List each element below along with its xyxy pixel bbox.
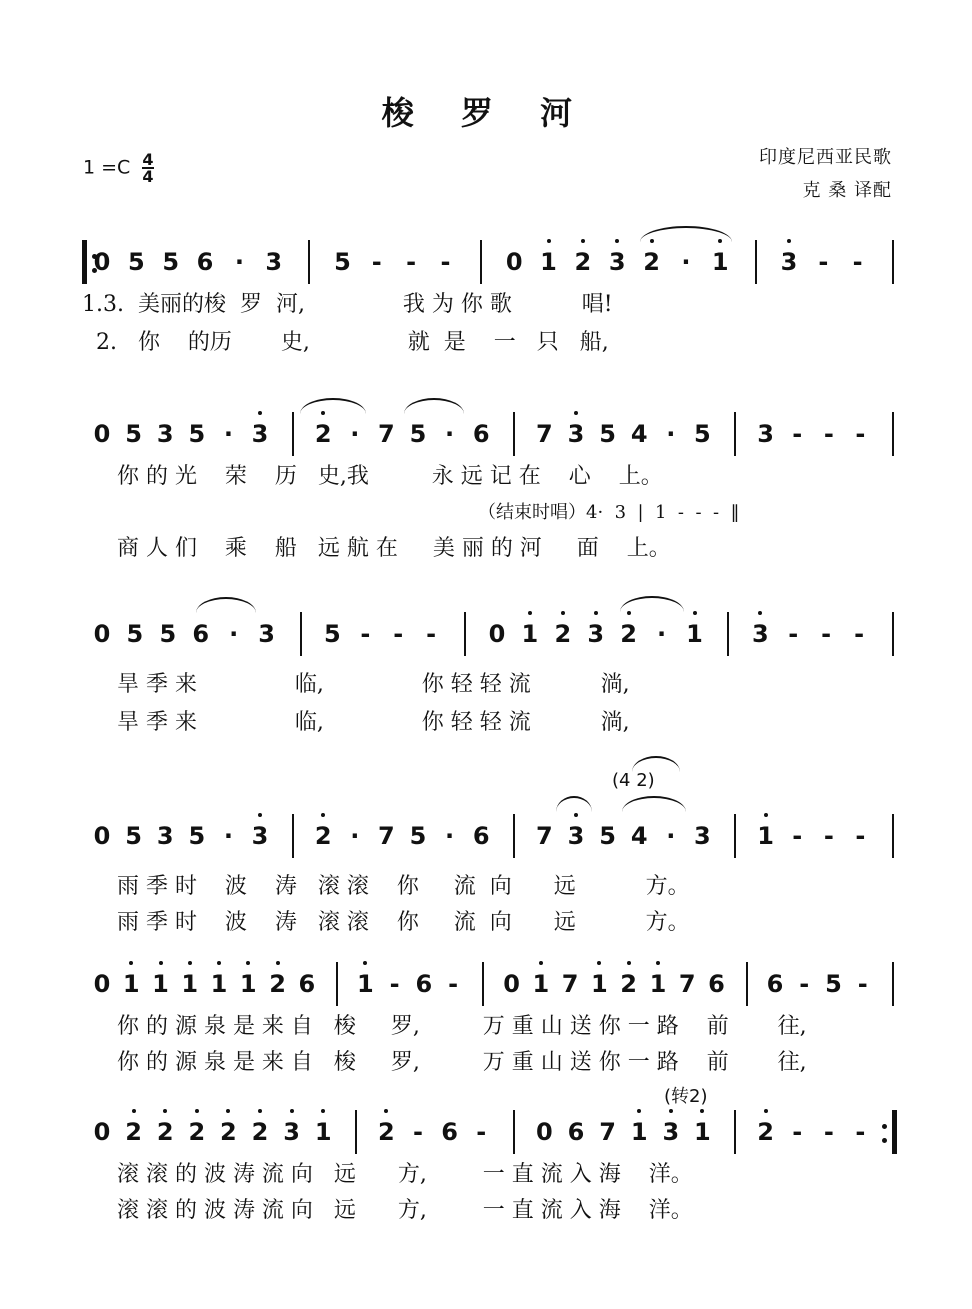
barline	[734, 1110, 736, 1154]
meter-bottom: 4	[142, 167, 154, 186]
note: 1	[353, 970, 377, 998]
note: 6	[472, 420, 490, 448]
barline	[892, 962, 894, 1006]
note: 3	[156, 420, 174, 448]
translator-credit: 克 桑 译配	[802, 180, 892, 201]
note: 1	[149, 970, 173, 998]
dash-note: -	[852, 248, 863, 276]
octave-dot	[574, 813, 578, 817]
slur	[640, 226, 732, 242]
note: 7	[536, 420, 553, 448]
slur	[620, 596, 684, 612]
octave-dot	[195, 1109, 199, 1113]
lyric-line: 旱 季 来 临, 你 轻 轻 流 淌,	[82, 672, 630, 697]
barline	[755, 240, 757, 284]
slur	[556, 796, 592, 812]
octave-dot	[787, 239, 791, 243]
octave-dot	[693, 611, 697, 615]
dash-note: -	[854, 620, 865, 648]
dot-note: ·	[234, 248, 244, 276]
note: 4	[630, 420, 648, 448]
octave-dot	[290, 1109, 294, 1113]
barline	[892, 814, 894, 858]
repeat-dot	[882, 1138, 887, 1143]
note: 2	[185, 1118, 209, 1146]
song-title: 梭 罗 河	[381, 94, 591, 132]
dash-note: -	[823, 420, 834, 448]
barline	[892, 612, 894, 656]
note: 5	[599, 420, 616, 448]
dash-note: -	[792, 822, 803, 850]
octave-dot	[132, 1109, 136, 1113]
note: 3	[258, 620, 275, 648]
note: 2	[617, 620, 641, 648]
note: 5	[334, 248, 351, 276]
note: 1	[236, 970, 260, 998]
note: 6	[567, 1118, 585, 1146]
barline	[292, 412, 294, 456]
octave-dot	[363, 961, 367, 965]
note: 3	[564, 822, 588, 850]
octave-dot	[615, 239, 619, 243]
note: 1	[529, 970, 553, 998]
note: 2	[551, 620, 575, 648]
note: 5	[127, 248, 145, 276]
barline	[513, 1110, 515, 1154]
octave-dot	[258, 1109, 262, 1113]
octave-dot	[561, 611, 565, 615]
note: 2	[153, 1118, 177, 1146]
lyric-line: 商 人 们 乘 船 远 航 在 美 丽 的 河 面 上。	[82, 536, 671, 561]
octave-dot	[764, 813, 768, 817]
dot-note: ·	[657, 620, 667, 648]
dash-note: -	[393, 620, 404, 648]
note: 3	[777, 248, 801, 276]
octave-dot	[597, 961, 601, 965]
note: 2	[311, 822, 335, 850]
dash-note: -	[855, 1118, 866, 1146]
dash-note: -	[448, 970, 459, 998]
note: 5	[159, 620, 177, 648]
dash-note: -	[426, 620, 437, 648]
octave-dot	[528, 611, 532, 615]
note: 5	[188, 822, 206, 850]
barline	[464, 612, 466, 656]
note: 3	[564, 420, 588, 448]
octave-dot	[539, 961, 543, 965]
alternate-notes: (4 2)	[612, 770, 655, 791]
note: 2	[311, 420, 335, 448]
note: 5	[125, 822, 142, 850]
barline	[292, 814, 294, 858]
barline	[513, 412, 515, 456]
note: 6	[441, 1118, 458, 1146]
note: 3	[156, 822, 174, 850]
note: 7	[561, 970, 579, 998]
note: 0	[503, 970, 520, 998]
note: 1	[178, 970, 202, 998]
dash-note: -	[818, 248, 829, 276]
barline	[734, 412, 736, 456]
octave-dot	[163, 1109, 167, 1113]
note: 1	[537, 248, 561, 276]
note: 0	[93, 620, 111, 648]
barline	[480, 240, 482, 284]
octave-dot	[581, 239, 585, 243]
octave-dot	[159, 961, 163, 965]
octave-dot	[637, 1109, 641, 1113]
dash-note: -	[823, 822, 834, 850]
lyric-line: 1.3. 美丽的梭 罗 河, 我 为 你 歌 唱!	[82, 292, 613, 317]
note: 1	[754, 822, 778, 850]
note: 7	[678, 970, 696, 998]
score-row	[0, 620, 972, 735]
note: 2	[374, 1118, 398, 1146]
note: 0	[93, 1118, 111, 1146]
barline	[355, 1110, 357, 1154]
key-label: 1 =C	[83, 156, 131, 179]
dash-note: -	[389, 970, 400, 998]
octave-dot	[764, 1109, 768, 1113]
note: 3	[584, 620, 608, 648]
score-row	[0, 770, 972, 935]
octave-dot	[574, 411, 578, 415]
ending-passage: （结束时唱）4· 3 | 1 - - - ‖	[478, 502, 740, 523]
note: 5	[409, 822, 427, 850]
octave-dot	[547, 239, 551, 243]
dash-note: -	[855, 822, 866, 850]
key-signature	[83, 152, 154, 184]
dot-note: ·	[223, 822, 233, 850]
barline	[336, 962, 338, 1006]
dash-note: -	[413, 1118, 423, 1146]
note: 2	[571, 248, 595, 276]
note: 2	[640, 248, 664, 276]
note: 3	[748, 620, 772, 648]
barline	[746, 962, 748, 1006]
meter-top: 4	[142, 150, 154, 169]
octave-dot	[594, 611, 598, 615]
octave-dot	[656, 961, 660, 965]
note: 5	[825, 970, 842, 998]
alternate-notes: (转2)	[664, 1086, 708, 1107]
note: 3	[265, 248, 283, 276]
barline	[513, 814, 515, 858]
octave-dot	[258, 813, 262, 817]
note: 0	[93, 970, 111, 998]
note: 3	[659, 1118, 683, 1146]
dot-note: ·	[445, 822, 455, 850]
barline	[892, 240, 894, 284]
octave-dot	[276, 961, 280, 965]
note: 1	[207, 970, 231, 998]
lyric-line: 滚 滚 的 波 涛 流 向 远 方, 一 直 流 入 海 洋。	[82, 1162, 693, 1187]
note: 1	[683, 620, 707, 648]
lyric-line: 2. 你 的历 史, 就 是 一 只 船,	[82, 330, 609, 355]
note: 0	[93, 248, 111, 276]
dot-note: ·	[350, 822, 360, 850]
score-row	[0, 420, 972, 561]
slur	[404, 398, 464, 414]
dot-note: ·	[681, 248, 691, 276]
lyric-line: 雨 季 时 波 涛 滚 滚 你 流 向 远 方。	[82, 874, 690, 899]
dot-note: ·	[445, 420, 455, 448]
dash-note: -	[857, 970, 868, 998]
note: 6	[415, 970, 433, 998]
note: 0	[488, 620, 506, 648]
slur	[622, 796, 686, 812]
note: 3	[248, 822, 272, 850]
note: 1	[518, 620, 542, 648]
note: 5	[599, 822, 616, 850]
score-row	[0, 1086, 972, 1223]
score-row	[0, 970, 972, 1075]
note: 3	[280, 1118, 304, 1146]
lyric-line: 你 的 源 泉 是 来 自 梭 罗, 万 重 山 送 你 一 路 前 往,	[82, 1050, 807, 1075]
octave-dot	[700, 1109, 704, 1113]
repeat-start-barline	[82, 240, 87, 284]
octave-dot	[188, 961, 192, 965]
note: 6	[472, 822, 490, 850]
note: 0	[93, 822, 111, 850]
octave-dot	[258, 411, 262, 415]
note: 5	[324, 620, 341, 648]
note: 2	[617, 970, 641, 998]
dot-note: ·	[223, 420, 233, 448]
dash-note: -	[821, 620, 832, 648]
octave-dot	[246, 961, 250, 965]
dash-note: -	[371, 248, 382, 276]
dash-note: -	[823, 1118, 834, 1146]
note: 1	[311, 1118, 335, 1146]
dash-note: -	[476, 1118, 487, 1146]
note: 1	[587, 970, 611, 998]
note: 0	[93, 420, 111, 448]
lyric-line: 雨 季 时 波 涛 滚 滚 你 流 向 远 方。	[82, 910, 690, 935]
note: 5	[409, 420, 427, 448]
note: 3	[605, 248, 629, 276]
octave-dot	[226, 1109, 230, 1113]
note: 5	[694, 420, 711, 448]
note: 5	[125, 420, 142, 448]
dash-note: -	[406, 248, 417, 276]
octave-dot	[384, 1109, 388, 1113]
dash-note: -	[440, 248, 451, 276]
note: 7	[378, 822, 395, 850]
note: 5	[162, 248, 180, 276]
slur	[300, 398, 366, 414]
note: 6	[708, 970, 725, 998]
barline	[727, 612, 729, 656]
dot-note: ·	[666, 420, 676, 448]
note: 7	[599, 1118, 616, 1146]
note: 5	[126, 620, 144, 648]
note: 1	[119, 970, 143, 998]
note: 0	[505, 248, 523, 276]
dot-note: ·	[229, 620, 239, 648]
note: 0	[536, 1118, 553, 1146]
repeat-dot	[882, 1124, 887, 1129]
barline	[308, 240, 310, 284]
barline	[734, 814, 736, 858]
time-signature	[142, 152, 153, 184]
repeat-end-barline	[892, 1110, 897, 1154]
octave-dot	[129, 961, 133, 965]
slur	[632, 756, 680, 772]
note: 1	[627, 1118, 651, 1146]
note: 2	[122, 1118, 146, 1146]
note: 6	[192, 620, 210, 648]
octave-dot	[321, 1109, 325, 1113]
octave-dot	[217, 961, 221, 965]
dash-note: -	[788, 620, 799, 648]
octave-dot	[321, 813, 325, 817]
lyric-line: 你 的 光 荣 历 史,我 永 远 记 在 心 上。	[82, 464, 663, 489]
note: 4	[630, 822, 648, 850]
note: 1	[646, 970, 670, 998]
score-row	[0, 248, 972, 355]
note: 6	[298, 970, 316, 998]
barline	[300, 612, 302, 656]
note: 2	[216, 1118, 240, 1146]
dash-note: -	[792, 420, 803, 448]
note: 2	[248, 1118, 272, 1146]
note: 3	[757, 420, 774, 448]
dash-note: -	[792, 1118, 803, 1146]
barline	[892, 412, 894, 456]
note: 6	[196, 248, 214, 276]
origin-credit: 印度尼西亚民歌	[759, 147, 892, 168]
lyric-line: 旱 季 来 临, 你 轻 轻 流 淌,	[82, 710, 630, 735]
octave-dot	[758, 611, 762, 615]
lyric-line: 你 的 源 泉 是 来 自 梭 罗, 万 重 山 送 你 一 路 前 往,	[82, 1014, 807, 1039]
note: 2	[266, 970, 290, 998]
octave-dot	[669, 1109, 673, 1113]
dot-note: ·	[350, 420, 360, 448]
dash-note: -	[360, 620, 371, 648]
note: 5	[188, 420, 206, 448]
dash-note: -	[855, 420, 866, 448]
note: 1	[708, 248, 732, 276]
note: 3	[694, 822, 711, 850]
note: 3	[248, 420, 272, 448]
slur	[196, 597, 256, 613]
note: 7	[378, 420, 395, 448]
note: 6	[766, 970, 784, 998]
lyric-line: 滚 滚 的 波 涛 流 向 远 方, 一 直 流 入 海 洋。	[82, 1198, 693, 1223]
dot-note: ·	[666, 822, 676, 850]
note: 2	[754, 1118, 778, 1146]
octave-dot	[627, 961, 631, 965]
dash-note: -	[799, 970, 810, 998]
note: 1	[690, 1118, 714, 1146]
note: 7	[536, 822, 553, 850]
barline	[482, 962, 484, 1006]
